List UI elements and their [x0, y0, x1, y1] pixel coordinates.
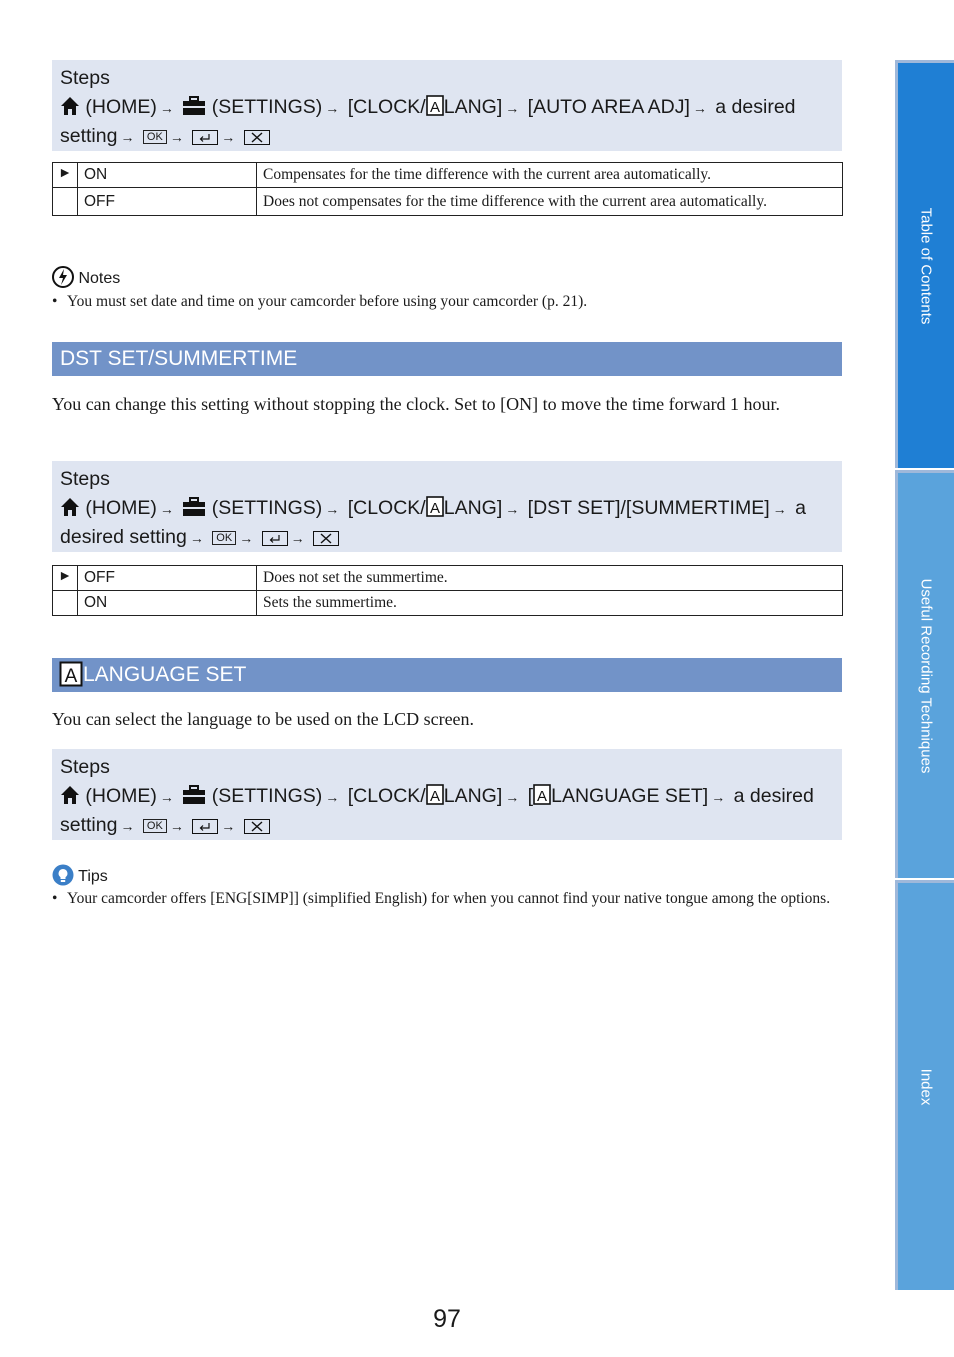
note-item: • You must set date and time on your camcorder before using your camcorder (p. 21).: [52, 290, 842, 314]
svg-text:A: A: [429, 499, 440, 517]
dst-paragraph: You can change this setting without stopping the clock. Set to [ON] to move the time forward 1 hour.: [52, 394, 781, 414]
close-icon: [244, 130, 270, 145]
language-icon: [426, 95, 444, 116]
home-label: (HOME): [85, 496, 157, 519]
page-number: 97: [433, 1305, 461, 1333]
option-desc: Sets the summertime.: [257, 591, 843, 616]
ok-button-icon: OK: [143, 819, 167, 833]
toolbox-icon: [182, 785, 206, 805]
lang-label: LANG]: [443, 496, 503, 519]
tab-useful-recording-techniques[interactable]: [895, 470, 954, 878]
steps-box-dst: Steps (HOME) → (SETTINGS) → [CLOCK/ A LANG] → [DST SET]/[SUMMERTIME] → a desired setting → OK → →: [52, 461, 842, 552]
steps-tail-2: setting: [60, 814, 118, 836]
table-row: [53, 591, 843, 616]
settings-label: (SETTINGS): [211, 496, 323, 519]
tip-item: • Your camcorder offers [ENG[SIMP]] (simplified English) for when you cannot find your native tongue among the options.: [52, 887, 842, 911]
tab-table-of-contents[interactable]: [895, 60, 954, 468]
tab-index[interactable]: [895, 880, 954, 1290]
tips-header: [52, 864, 108, 888]
home-label: (HOME): [85, 95, 157, 118]
selected-marker: ►: [53, 566, 78, 591]
home-label: (HOME): [85, 784, 157, 807]
lang-label: LANG]: [443, 95, 503, 118]
option-label: OFF: [78, 566, 257, 591]
language-icon: [426, 784, 444, 805]
notes-header: [52, 266, 120, 290]
language-icon: [426, 496, 444, 517]
home-icon: [60, 96, 80, 116]
option-label: OFF: [78, 188, 257, 216]
options-table-dst: [52, 565, 843, 616]
section-heading-language: [52, 658, 842, 692]
option-label: ON: [78, 591, 257, 616]
language-icon: [59, 661, 83, 687]
svg-text:A: A: [429, 787, 440, 805]
tips-title: Tips: [78, 868, 108, 885]
steps-title: Steps: [60, 67, 110, 89]
clock-label: [CLOCK/: [347, 95, 426, 118]
steps-box-language: Steps (HOME) → (SETTINGS) → [CLOCK/ A LANG] → [ A LANGUAGE SET] → a desired setting → OK → →: [52, 749, 842, 840]
tab-label: Table of Contents: [917, 207, 935, 324]
table-row: [53, 566, 843, 591]
bracket-open: [: [527, 784, 534, 807]
language-set-item: LANGUAGE SET]: [551, 784, 709, 807]
tab-label: Useful Recording Techniques: [917, 578, 935, 773]
close-icon: [244, 819, 270, 834]
return-icon: [192, 819, 218, 834]
option-desc: Does not compensates for the time difference with the current area automatically.: [257, 188, 843, 216]
tips-lightbulb-icon: [52, 864, 74, 886]
ok-button-icon: OK: [212, 531, 236, 545]
home-icon: [60, 497, 80, 517]
selected-marker: ►: [53, 163, 78, 188]
steps-tail: a desired: [715, 95, 796, 118]
steps-tail: a: [795, 496, 806, 519]
steps-title: Steps: [60, 756, 110, 778]
marker-cell: [53, 188, 78, 216]
return-icon: [262, 531, 288, 546]
toolbox-icon: [182, 497, 206, 517]
option-desc: Does not set the summertime.: [257, 566, 843, 591]
settings-label: (SETTINGS): [211, 784, 323, 807]
home-icon: [60, 785, 80, 805]
return-icon: [192, 130, 218, 145]
option-label: ON: [78, 163, 257, 188]
steps-box-auto-area: Steps (HOME) → (SETTINGS) → [CLOCK/ A LANG] → [AUTO AREA ADJ] → a desired setting → OK → →: [52, 60, 842, 151]
table-row: [53, 188, 843, 216]
options-table-auto-area: [52, 162, 843, 216]
option-desc: Compensates for the time difference with the current area automatically.: [257, 163, 843, 188]
auto-area-item: [AUTO AREA ADJ]: [527, 95, 690, 118]
steps-tail-2: desired setting: [60, 526, 187, 548]
steps-tail-2: setting: [60, 125, 118, 147]
marker-cell: [53, 591, 78, 616]
steps-title: Steps: [60, 468, 110, 490]
notes-title: Notes: [78, 270, 121, 287]
dst-item: [DST SET]/[SUMMERTIME]: [527, 496, 770, 519]
close-icon: [313, 531, 339, 546]
section-heading-text: LANGUAGE SET: [83, 663, 247, 686]
svg-text:A: A: [537, 787, 548, 805]
tab-label: Index: [917, 1068, 935, 1105]
table-row: [53, 163, 843, 188]
language-icon: [533, 784, 551, 805]
svg-text:A: A: [429, 98, 440, 116]
section-heading-dst: DST SET/SUMMERTIME: [52, 342, 842, 376]
svg-text:A: A: [64, 666, 78, 687]
notes-warning-icon: [52, 266, 74, 288]
settings-label: (SETTINGS): [211, 95, 323, 118]
clock-label: [CLOCK/: [347, 496, 426, 519]
clock-label: [CLOCK/: [347, 784, 426, 807]
lang-label: LANG]: [443, 784, 503, 807]
toolbox-icon: [182, 96, 206, 116]
language-paragraph: You can select the language to be used on the LCD screen.: [52, 709, 475, 729]
ok-button-icon: OK: [143, 130, 167, 144]
steps-tail: a desired: [733, 784, 814, 807]
